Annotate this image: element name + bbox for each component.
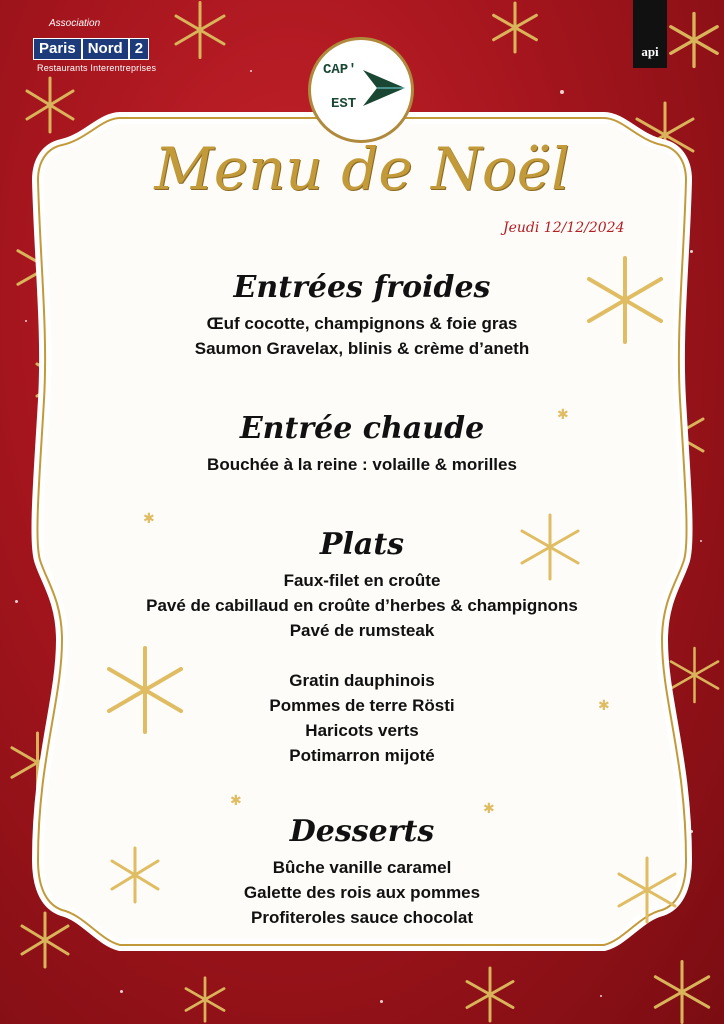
capest-line2: EST	[331, 96, 357, 112]
spacer	[0, 643, 724, 668]
small-star-icon: ✱	[483, 800, 495, 816]
menu-item: Œuf cocotte, champignons & foie gras	[206, 314, 518, 333]
menu-item: Faux-filet en croûte	[283, 571, 441, 590]
association-sub-label: Restaurants Interentreprises	[37, 63, 157, 73]
arrow-icon	[361, 68, 407, 108]
menu-item: Saumon Gravelax, blinis & crème d’aneth	[194, 339, 530, 358]
small-star-icon: ✱	[598, 697, 610, 713]
capest-logo	[308, 37, 414, 143]
association-small-label: Association	[49, 18, 101, 29]
section-title: Plats	[319, 527, 405, 562]
menu-date: Jeudi 12/12/2024	[503, 220, 625, 236]
menu-item: Pavé de cabillaud en croûte d’herbes & champignons	[146, 596, 578, 615]
section-entree-chaude	[0, 411, 724, 477]
menu-item: Galette des rois aux pommes	[243, 883, 481, 902]
side-item: Haricots verts	[305, 721, 419, 740]
logo-paris: Paris	[33, 38, 82, 60]
menu-item: Pavé de rumsteak	[289, 621, 435, 640]
menu-title: Menu de Noël	[154, 135, 570, 203]
api-logo	[633, 0, 667, 68]
logo-num: 2	[129, 38, 149, 60]
menu-item: Bouchée à la reine : volaille & morilles	[207, 455, 517, 474]
section-title: Entrée chaude	[239, 411, 485, 446]
section-title: Entrées froides	[233, 270, 491, 305]
api-label: api	[641, 44, 659, 59]
logo-nord: Nord	[82, 38, 129, 60]
small-star-icon: ✱	[230, 792, 242, 808]
small-star-icon: ✱	[143, 510, 155, 526]
section-plats	[0, 527, 724, 768]
section-title: Desserts	[289, 814, 435, 849]
small-star-icon: ✱	[557, 406, 569, 422]
side-item: Pommes de terre Rösti	[269, 696, 455, 715]
menu-item: Profiteroles sauce chocolat	[250, 908, 474, 927]
capest-line1: CAP'	[323, 62, 357, 78]
section-entrees-froides	[0, 270, 724, 361]
side-item: Potimarron mijoté	[289, 746, 435, 765]
menu-item: Bûche vanille caramel	[272, 858, 452, 877]
section-desserts	[0, 814, 724, 930]
side-item: Gratin dauphinois	[289, 671, 435, 690]
